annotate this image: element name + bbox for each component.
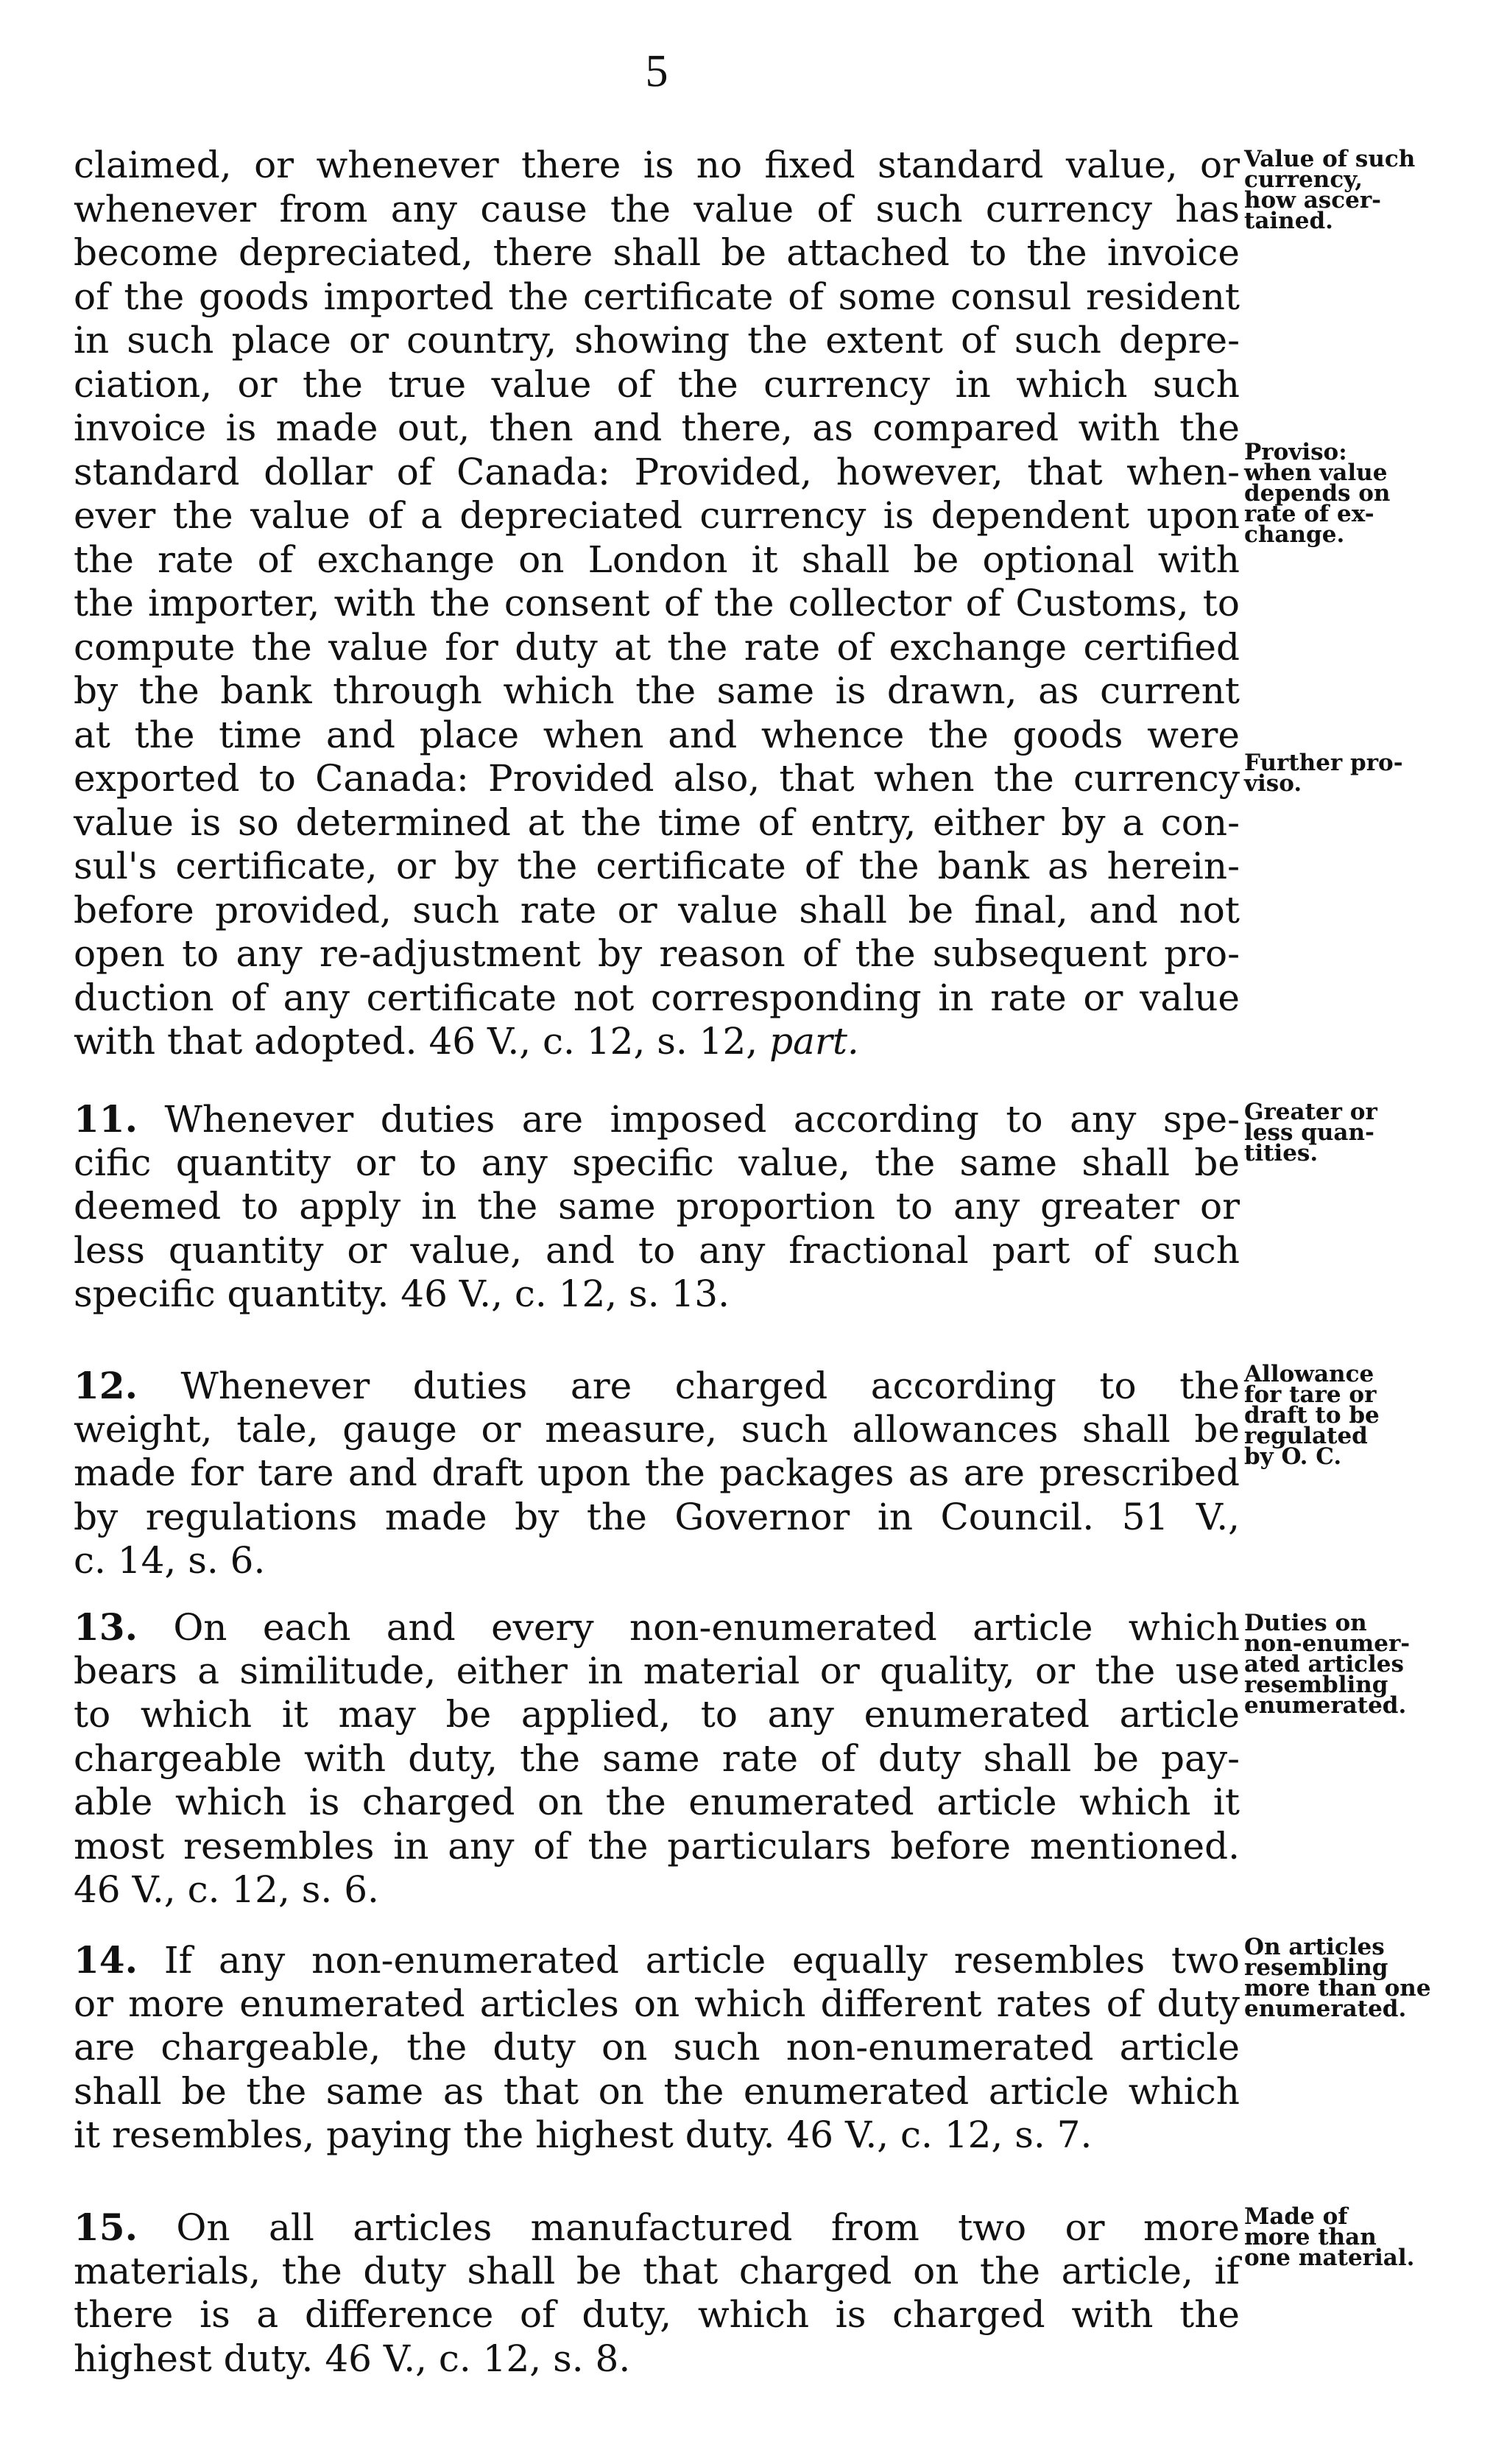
text-line: duction of any certificate not corresponding in rate or value bbox=[74, 976, 1240, 1019]
margin-note-line: draft to be bbox=[1244, 1402, 1380, 1429]
text-line-last: specific quantity. 46 V., c. 12, s. 13. bbox=[74, 1273, 730, 1315]
margin-note-allowance bbox=[1244, 1361, 1487, 1470]
text-line: value is so determined at the time of entry, either by a con- bbox=[74, 800, 1240, 844]
margin-note-line: Made of bbox=[1244, 2203, 1348, 2230]
margin-note-further-proviso bbox=[1244, 750, 1487, 797]
margin-note-line: more than bbox=[1244, 2224, 1377, 2250]
margin-note-line: Value of such bbox=[1244, 146, 1416, 172]
text-line: bears a similitude, either in material or quality, or the use bbox=[74, 1649, 1240, 1692]
text-line: compute the value for duty at the rate of exchange certified bbox=[74, 625, 1240, 669]
text-line-last: 46 V., c. 12, s. 6. bbox=[74, 1868, 379, 1911]
margin-note-line: resembling bbox=[1244, 1954, 1388, 1981]
margin-note-resembling-more-than-one bbox=[1244, 1934, 1487, 2022]
text-line: deemed to apply in the same proportion to any greater or bbox=[74, 1185, 1240, 1228]
text-line: before provided, such rate or value shall be final, and not bbox=[74, 888, 1240, 932]
text-line: able which is charged on the enumerated article which it bbox=[74, 1781, 1240, 1823]
text-line: in such place or country, showing the extent of such depre- bbox=[74, 319, 1240, 362]
margin-note-proviso bbox=[1244, 439, 1487, 548]
text-line: become depreciated, there shall be attached to the invoice bbox=[74, 231, 1240, 274]
margin-note-line: ated articles bbox=[1244, 1651, 1404, 1678]
text-line: standard dollar of Canada: Provided, however, that when- bbox=[74, 450, 1240, 493]
text-line: at the time and place when and whence the goods were bbox=[74, 713, 1240, 756]
text-line-last: it resembles, paying the highest duty. 46 V., c. 12, s. 7. bbox=[74, 2113, 1093, 2156]
margin-note-line: more than one bbox=[1244, 1975, 1431, 2002]
margin-note-line: On articles bbox=[1244, 1934, 1385, 1960]
text-line: the importer, with the consent of the collector of Customs, to bbox=[74, 582, 1240, 624]
margin-note-line: currency, bbox=[1244, 166, 1363, 193]
margin-note-line: tities. bbox=[1244, 1140, 1319, 1166]
margin-note-line: rate of ex- bbox=[1244, 501, 1374, 527]
text-line: shall be the same as that on the enumerated article which bbox=[74, 2069, 1240, 2113]
text-fragment: If any non-enumerated article equally resembles two bbox=[138, 1939, 1240, 1982]
text-fragment: On all articles manufactured from two or more bbox=[138, 2206, 1240, 2249]
text-line: claimed, or whenever there is no fixed standard value, or bbox=[74, 144, 1240, 186]
text-line: materials, the duty shall be that charged on the article, if bbox=[74, 2249, 1240, 2292]
text-fragment: Whenever duties are charged according to the bbox=[138, 1365, 1240, 1407]
paragraph-section-13 bbox=[74, 1605, 1240, 1912]
text-line: whenever from any cause the value of such currency has bbox=[74, 187, 1240, 230]
margin-note-line: resembling bbox=[1244, 1672, 1388, 1698]
margin-note-line: viso. bbox=[1244, 770, 1302, 797]
margin-note-line: by O. C. bbox=[1244, 1443, 1342, 1470]
paragraph-section-14 bbox=[74, 1938, 1240, 2158]
citation-italic: part. bbox=[758, 1020, 859, 1063]
margin-note-line: enumerated. bbox=[1244, 1996, 1407, 2022]
margin-note-line: regulated bbox=[1244, 1423, 1368, 1449]
text-line: are chargeable, the duty on such non-enumerated article bbox=[74, 2026, 1240, 2069]
text-line: weight, tale, gauge or measure, such allowances shall be bbox=[74, 1407, 1240, 1451]
text-line: of the goods imported the certificate of some consul resident bbox=[74, 275, 1240, 318]
text-fragment: Whenever duties are imposed according to any spe- bbox=[138, 1098, 1240, 1141]
text-line: invoice is made out, then and there, as compared with the bbox=[74, 406, 1240, 449]
text-line: made for tare and draft upon the packages as are prescribed bbox=[74, 1451, 1240, 1494]
citation-text: with that adopted. 46 V., c. 12, s. 12, bbox=[74, 1020, 758, 1063]
section-number: 12. bbox=[74, 1364, 138, 1407]
text-line: there is a difference of duty, which is charged with the bbox=[74, 2293, 1240, 2336]
paragraph-section-10-continued bbox=[74, 144, 1240, 1064]
margin-note-line: Proviso: bbox=[1244, 439, 1347, 465]
margin-note-line: how ascer- bbox=[1244, 187, 1382, 214]
margin-note-line: non-enumer- bbox=[1244, 1630, 1411, 1657]
text-line: to which it may be applied, to any enumerated article bbox=[74, 1693, 1240, 1736]
text-line-first bbox=[74, 2206, 1240, 2250]
text-line: ever the value of a depreciated currency is dependent upon bbox=[74, 494, 1240, 537]
margin-note-greater-or-less bbox=[1244, 1099, 1487, 1166]
margin-note-line: less quan- bbox=[1244, 1119, 1374, 1146]
paragraph-section-12 bbox=[74, 1364, 1240, 1583]
margin-note-line: Allowance bbox=[1244, 1361, 1374, 1387]
paragraph-section-15 bbox=[74, 2206, 1240, 2381]
text-line-first bbox=[74, 1364, 1240, 1408]
section-number: 14. bbox=[74, 1938, 138, 1982]
text-line: by the bank through which the same is drawn, as current bbox=[74, 669, 1240, 712]
text-line: the rate of exchange on London it shall be optional with bbox=[74, 538, 1240, 581]
margin-note-line: Duties on bbox=[1244, 1610, 1367, 1636]
text-line: most resembles in any of the particulars before mentioned. bbox=[74, 1824, 1240, 1868]
section-number: 15. bbox=[74, 2206, 138, 2249]
section-number: 13. bbox=[74, 1605, 138, 1649]
text-line: exported to Canada: Provided also, that when the currency bbox=[74, 757, 1240, 800]
text-line-last bbox=[74, 1020, 1240, 1064]
margin-note-line: depends on bbox=[1244, 480, 1391, 507]
text-line-first bbox=[74, 1938, 1240, 1982]
text-line-first bbox=[74, 1097, 1240, 1141]
margin-note-line: tained. bbox=[1244, 208, 1333, 234]
margin-note-duties-non-enumerated bbox=[1244, 1610, 1487, 1719]
margin-note-line: enumerated. bbox=[1244, 1692, 1407, 1719]
section-number: 11. bbox=[74, 1097, 138, 1141]
text-fragment: On each and every non-enumerated article which bbox=[138, 1606, 1240, 1649]
page-number: 5 bbox=[645, 46, 668, 96]
text-line: open to any re-adjustment by reason of the subsequent pro- bbox=[74, 932, 1240, 975]
margin-note-value-of-currency bbox=[1244, 146, 1487, 234]
margin-note-line: Greater or bbox=[1244, 1099, 1377, 1125]
margin-note-line: for tare or bbox=[1244, 1381, 1377, 1408]
text-line: by regulations made by the Governor in Council. 51 V., bbox=[74, 1495, 1240, 1538]
text-line: ciation, or the true value of the currency in which such bbox=[74, 362, 1240, 406]
text-line: sul's certificate, or by the certificate of the bank as herein- bbox=[74, 845, 1240, 887]
text-line: or more enumerated articles on which different rates of duty bbox=[74, 1982, 1240, 2025]
text-line: chargeable with duty, the same rate of duty shall be pay- bbox=[74, 1736, 1240, 1780]
text-line-first bbox=[74, 1605, 1240, 1650]
margin-note-line: Further pro- bbox=[1244, 750, 1403, 776]
text-line: cific quantity or to any specific value, the same shall be bbox=[74, 1141, 1240, 1184]
text-line-last: highest duty. 46 V., c. 12, s. 8. bbox=[74, 2337, 631, 2380]
margin-note-line: change. bbox=[1244, 521, 1345, 548]
text-line-last: c. 14, s. 6. bbox=[74, 1539, 266, 1582]
margin-note-line: one material. bbox=[1244, 2245, 1415, 2271]
paragraph-section-11 bbox=[74, 1097, 1240, 1317]
margin-note-line: when value bbox=[1244, 460, 1388, 486]
margin-note-more-than-one-material bbox=[1244, 2203, 1487, 2271]
text-line: less quantity or value, and to any fractional part of such bbox=[74, 1228, 1240, 1272]
